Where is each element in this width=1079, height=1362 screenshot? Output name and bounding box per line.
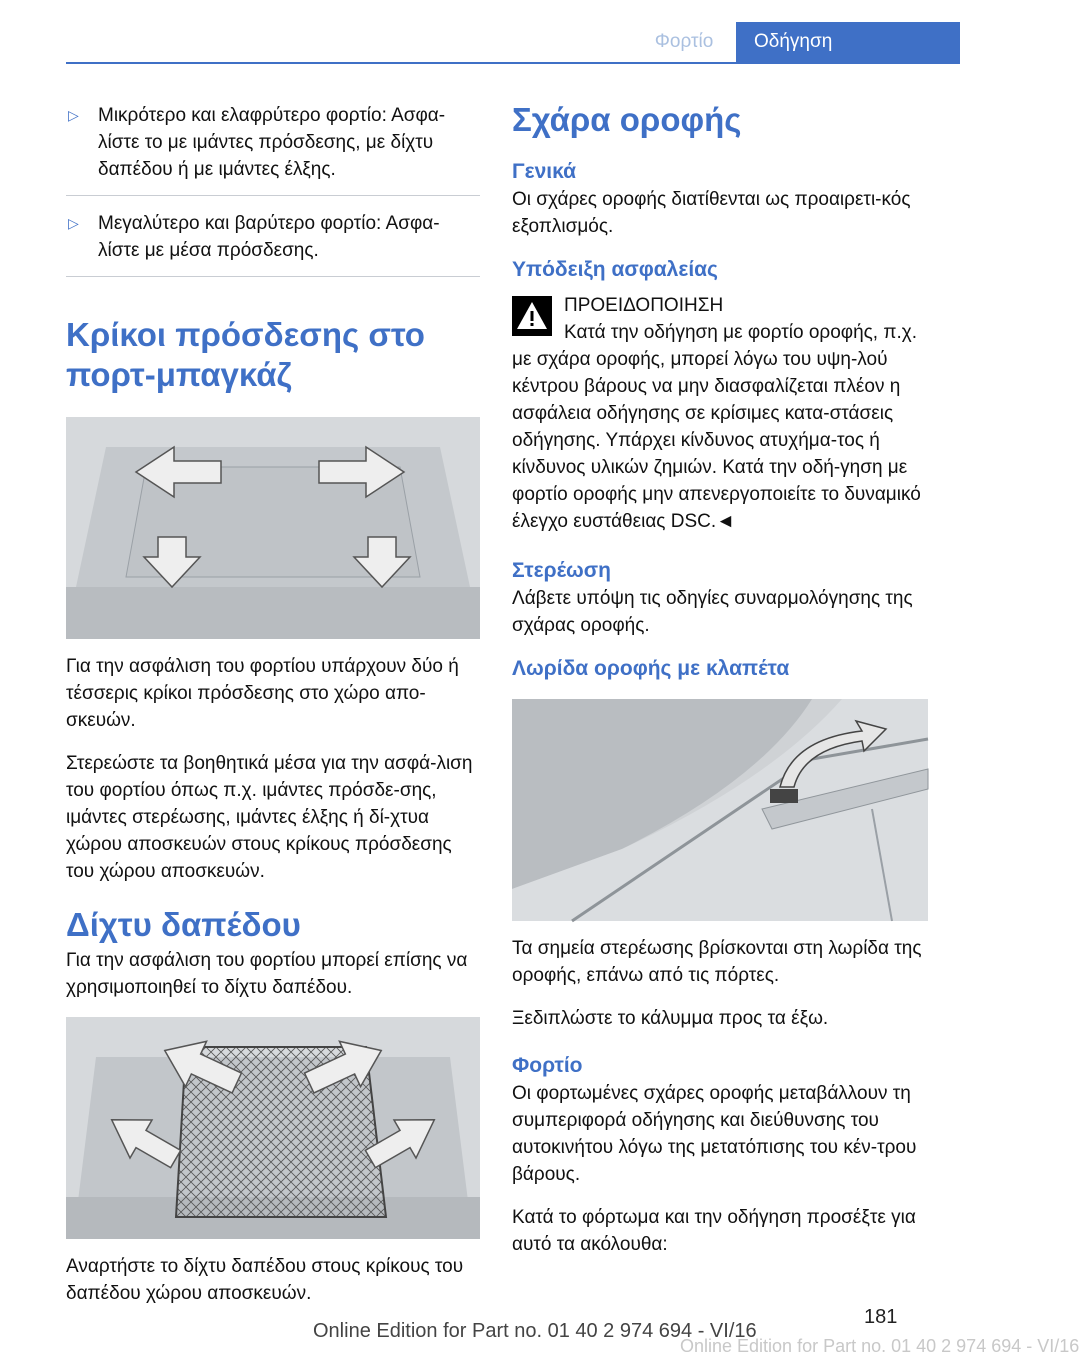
heading-tie-down-rings: Κρίκοι πρόσδεσης στο πορτ-μπαγκάζ: [66, 316, 425, 393]
bullet-item: [66, 96, 480, 196]
rings-paragraph-1: Για την ασφάλιση του φορτίου υπάρχουν δύο ή τέσσερις κρίκοι πρόσδεσης στο χώρο απο-σκευών.: [66, 656, 459, 731]
roof-strip-image: [512, 699, 928, 921]
warning-title: ΠΡΟΕΙΔΟΠΟΙΗΣΗ: [564, 295, 724, 316]
warning-block: [512, 292, 928, 319]
heading-floor-net: Δίχτυ δαπέδου: [66, 906, 301, 943]
heading-roof-strip: Λωρίδα οροφής με κλαπέτα: [512, 657, 790, 680]
load-paragraph-2: Κατά το φόρτωμα και την οδήγηση προσέξτε για αυτό τα ακόλουθα:: [512, 1207, 916, 1255]
heading-load: Φορτίο: [512, 1054, 583, 1077]
heading-roof-rack: Σχάρα οροφής: [512, 101, 742, 138]
floor-net-image: [66, 1017, 480, 1239]
heading-safety-notice: Υπόδειξη ασφαλείας: [512, 258, 718, 281]
section-tabs: [0, 22, 960, 62]
rings-paragraph-2: Στερεώστε τα βοηθητικά μέσα για την ασφά-λιση του φορτίου όπως π.χ. ιμάντες πρόσδε-σης, ιμάντες στερέωσης, ιμάντες έλξης ή δί-χτυα χώρου αποσκευών στους κρίκους πρόσδεσης του χώρου αποσκευών.: [66, 753, 473, 882]
triangle-bullet-icon: ▷: [68, 215, 79, 231]
triangle-bullet-icon: ▷: [68, 107, 79, 123]
mounting-paragraph: Λάβετε υπόψη τις οδηγίες συναρμολόγησης της σχάρας οροφής.: [512, 588, 913, 636]
warning-text: Κατά την οδήγηση με φορτίο οροφής, π.χ. με σχάρα οροφής, μπορεί λόγω του υψη-λού κέντρου βάρους να μην διασφαλίζεται πλέον η ασφάλεια οδήγησης σε κρίσιμες κατα-στάσεις οδήγησης. Υπάρχει κίνδυνος ατυχήμα-τος ή κίνδυνος υλικών ζημιών. Κατά την οδή-γηση με φορτίο οροφής μην απενεργοποιείτε το δυναμικό έλεγχο ευστάθειας DSC.◄: [512, 322, 921, 532]
trunk-rings-image: [66, 417, 480, 639]
watermark: Online Edition for Part no. 01 40 2 974 694 - VI/16: [680, 1336, 1079, 1356]
heading-general: Γενικά: [512, 160, 577, 183]
right-column: [512, 96, 928, 1274]
strip-paragraph-2: Ξεδιπλώστε το κάλυμμα προς τα έξω.: [512, 1008, 829, 1029]
general-paragraph: Οι σχάρες οροφής διατίθενται ως προαιρετι-κός εξοπλισμός.: [512, 189, 911, 237]
page-footer: [0, 1306, 1079, 1356]
warning-icon: [512, 296, 552, 336]
net-paragraph-2: Αναρτήστε το δίχτυ δαπέδου στους κρίκους του δαπέδου χώρου αποσκευών.: [66, 1256, 464, 1304]
header-rule: [66, 62, 960, 64]
strip-paragraph-1: Τα σημεία στερέωσης βρίσκονται στη λωρίδα της οροφής, επάνω από τις πόρτες.: [512, 938, 922, 986]
left-column: [66, 96, 480, 1323]
page-number: 181: [864, 1306, 898, 1328]
bullet-text: Μικρότερο και ελαφρύτερο φορτίο: Ασφα-λίστε το με ιμάντες πρόσδεσης, με δίχτυ δαπέδου ή με ιμάντες έλξης.: [98, 105, 446, 180]
tab-driving[interactable]: Οδήγηση: [736, 22, 960, 62]
bullet-item: [66, 204, 480, 277]
heading-mounting: Στερέωση: [512, 559, 611, 582]
tab-cargo[interactable]: Φορτίο: [654, 31, 714, 52]
net-paragraph-1: Για την ασφάλιση του φορτίου μπορεί επίσης να χρησιμοποιηθεί το δίχτυ δαπέδου.: [66, 950, 468, 998]
load-paragraph-1: Οι φορτωμένες σχάρες οροφής μεταβάλλουν τη συμπεριφορά οδήγησης και διεύθυνσης του αυτοκινήτου λόγω της μετατόπισης του κέν-τρου βάρους.: [512, 1083, 917, 1185]
edition-info: Online Edition for Part no. 01 40 2 974 694 - VI/16: [313, 1320, 757, 1342]
bullet-text: Μεγαλύτερο και βαρύτερο φορτίο: Ασφα-λίστε με μέσα πρόσδεσης.: [98, 213, 440, 261]
